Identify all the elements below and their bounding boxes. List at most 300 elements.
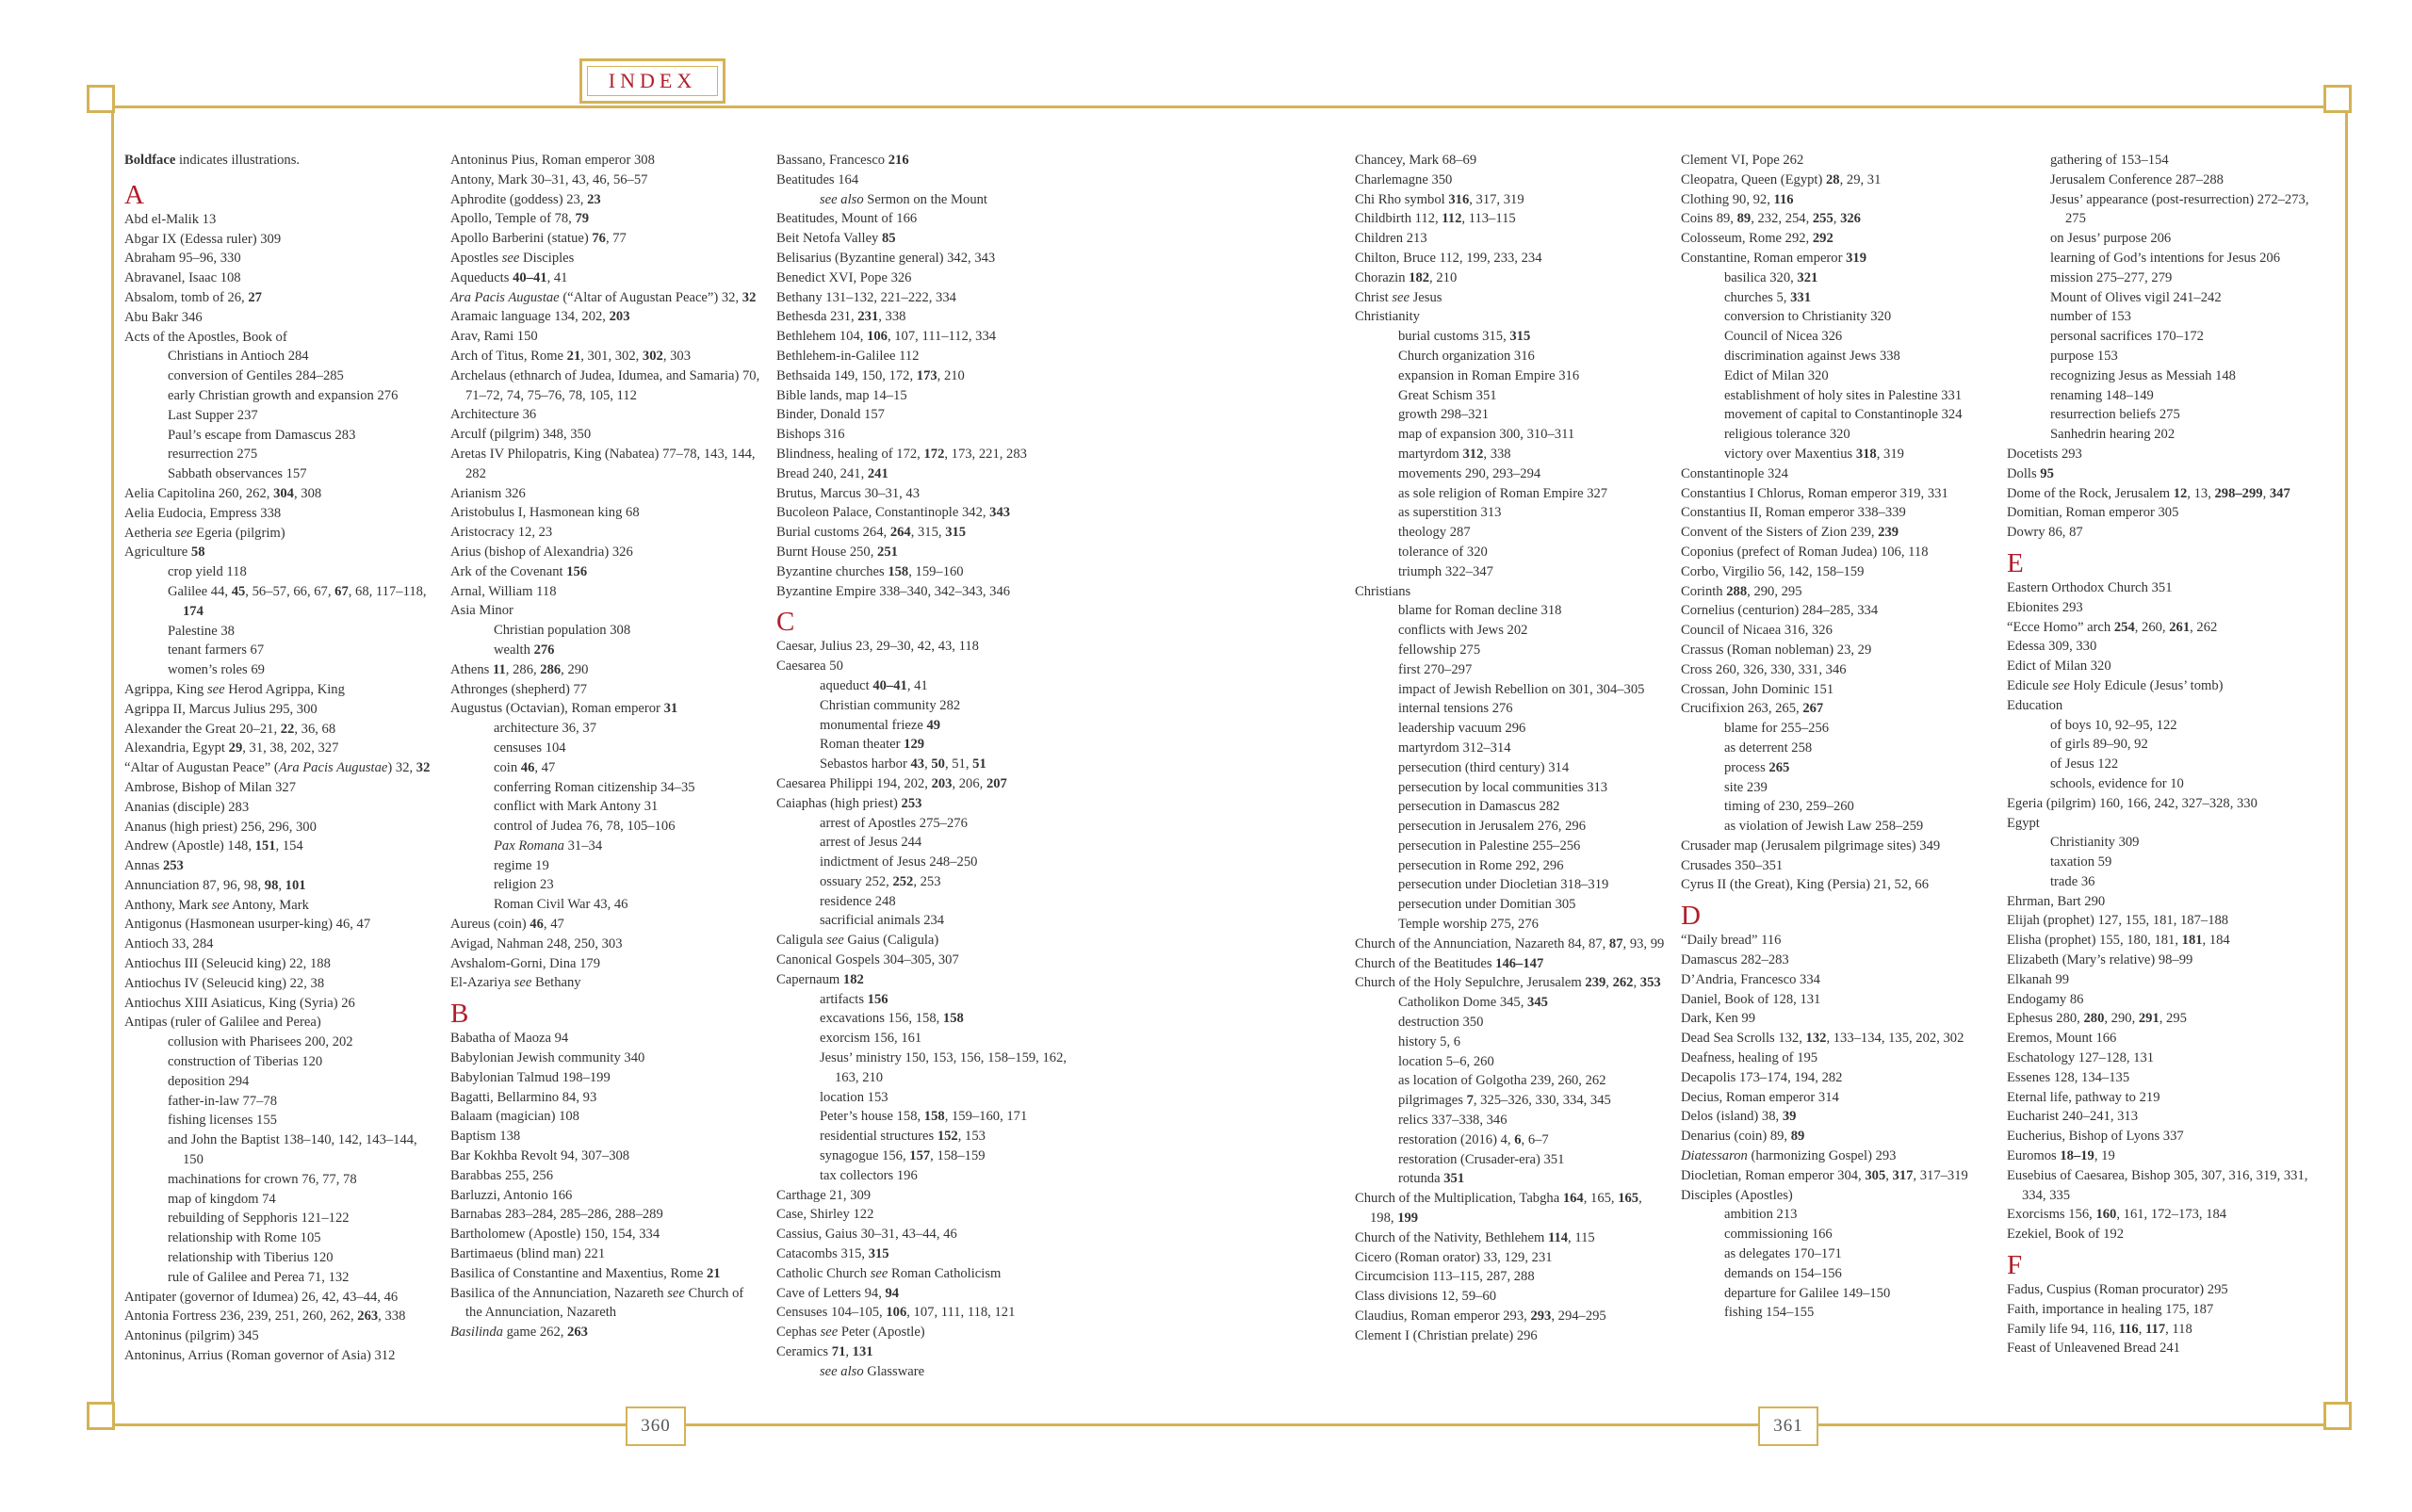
index-entry: Church of the Multiplication, Tabgha 164, 165, 165, 198, 199 bbox=[1355, 1191, 1642, 1227]
index-entry: Beatitudes, Mount of 166 bbox=[776, 211, 918, 227]
index-entry: Aureus (coin) 46, 47 bbox=[450, 917, 564, 933]
page-number-right: 361 bbox=[1758, 1406, 1818, 1446]
index-subentry: women’s roles 69 bbox=[168, 662, 265, 678]
index-subentry: trade 36 bbox=[2050, 873, 2095, 889]
index-entry: Edessa 309, 330 bbox=[2007, 639, 2097, 655]
index-subentry: see also Sermon on the Mount bbox=[820, 191, 987, 207]
index-entry: Censuses 104–105, 106, 107, 111, 118, 121 bbox=[776, 1305, 1016, 1321]
index-entry: Arch of Titus, Rome 21, 301, 302, 302, 303 bbox=[450, 348, 691, 364]
index-subentry: schools, evidence for 10 bbox=[2050, 775, 2184, 791]
index-entry: Ebionites 293 bbox=[2007, 599, 2083, 615]
index-column-2 bbox=[450, 151, 761, 1342]
index-entry: Church of the Holy Sepulchre, Jerusalem 239, 262, 353 bbox=[1355, 975, 1661, 991]
index-entry: Beit Netofa Valley 85 bbox=[776, 231, 896, 247]
index-entry: Antioch 33, 284 bbox=[124, 936, 214, 952]
index-entry: Antigonus (Hasmonean usurper-king) 46, 47 bbox=[124, 917, 371, 933]
index-subentry: restoration (Crusader-era) 351 bbox=[1398, 1151, 1565, 1167]
index-subentry: of boys 10, 92–95, 122 bbox=[2050, 717, 2177, 733]
index-entry: Feast of Unleavened Bread 241 bbox=[2007, 1341, 2180, 1357]
index-subentry: recognizing Jesus as Messiah 148 bbox=[2050, 367, 2236, 383]
index-entry: Antiochus III (Seleucid king) 22, 188 bbox=[124, 956, 331, 972]
index-entry: Cyrus II (the Great), King (Persia) 21, 52, 66 bbox=[1681, 877, 1930, 893]
index-entry: Absalom, tomb of 26, 27 bbox=[124, 289, 262, 305]
index-entry: Constantine, Roman emperor 319 bbox=[1681, 250, 1866, 266]
index-entry: Council of Nicaea 316, 326 bbox=[1681, 623, 1833, 639]
index-entry: Antiochus XIII Asiaticus, King (Syria) 26 bbox=[124, 995, 355, 1011]
index-entry: Circumcision 113–115, 287, 288 bbox=[1355, 1269, 1535, 1285]
index-subentry: fishing 154–155 bbox=[1724, 1305, 1815, 1321]
index-entry: Eucharist 240–241, 313 bbox=[2007, 1109, 2139, 1125]
index-entry: Diocletian, Roman emperor 304, 305, 317, 317–319 bbox=[1681, 1167, 1968, 1183]
index-entry: Eternal life, pathway to 219 bbox=[2007, 1089, 2160, 1105]
index-subentry: see also Glassware bbox=[820, 1363, 925, 1379]
index-entry: Ceramics 71, 131 bbox=[776, 1344, 873, 1360]
index-subentry: tax collectors 196 bbox=[820, 1167, 918, 1183]
index-entry: Asia Minor bbox=[450, 603, 513, 619]
index-entry: Essenes 128, 134–135 bbox=[2007, 1069, 2130, 1085]
index-letter-heading: A bbox=[124, 179, 144, 210]
index-entry: Damascus 282–283 bbox=[1681, 952, 1789, 968]
index-subentry: religious tolerance 320 bbox=[1724, 427, 1850, 443]
index-column-1 bbox=[124, 151, 435, 1366]
index-subentry: residential structures 152, 153 bbox=[820, 1129, 986, 1145]
index-entry: Abd el-Malik 13 bbox=[124, 211, 217, 227]
index-subentry: Council of Nicea 326 bbox=[1724, 329, 1843, 345]
index-subentry: father-in-law 77–78 bbox=[168, 1093, 278, 1109]
index-entry: Euromos 18–19, 19 bbox=[2007, 1148, 2115, 1164]
index-entry: Bishops 316 bbox=[776, 427, 845, 443]
index-subentry: of Jesus 122 bbox=[2050, 756, 2119, 772]
index-entry: Bartholomew (Apostle) 150, 154, 334 bbox=[450, 1227, 660, 1243]
index-entry: Aelia Eudocia, Empress 338 bbox=[124, 505, 282, 521]
index-subentry: coin 46, 47 bbox=[494, 759, 556, 775]
index-entry: Docetists 293 bbox=[2007, 446, 2082, 462]
index-subentry: Great Schism 351 bbox=[1398, 387, 1497, 403]
index-subentry: collusion with Pharisees 200, 202 bbox=[168, 1034, 353, 1050]
index-entry: Catholic Church see Roman Catholicism bbox=[776, 1265, 1002, 1281]
index-entry: Babatha of Maoza 94 bbox=[450, 1031, 569, 1047]
index-entry: Elijah (prophet) 127, 155, 181, 187–188 bbox=[2007, 913, 2229, 929]
index-entry: Burial customs 264, 264, 315, 315 bbox=[776, 525, 967, 541]
index-subentry: control of Judea 76, 78, 105–106 bbox=[494, 819, 676, 835]
index-entry: Arius (bishop of Alexandria) 326 bbox=[450, 544, 633, 560]
index-entry: Arav, Rami 150 bbox=[450, 329, 538, 345]
index-column-5 bbox=[1681, 151, 1992, 1323]
index-entry: Antony, Mark 30–31, 43, 46, 56–57 bbox=[450, 171, 648, 187]
index-entry: Cicero (Roman orator) 33, 129, 231 bbox=[1355, 1249, 1553, 1265]
index-entry: Antoninus Pius, Roman emperor 308 bbox=[450, 153, 655, 168]
index-subentry: religion 23 bbox=[494, 877, 554, 893]
index-subentry: movements 290, 293–294 bbox=[1398, 465, 1541, 481]
index-entry: Decapolis 173–174, 194, 282 bbox=[1681, 1069, 1843, 1085]
index-subentry: history 5, 6 bbox=[1398, 1033, 1461, 1049]
index-entry: Endogamy 86 bbox=[2007, 991, 2084, 1007]
index-subentry: martyrdom 312–314 bbox=[1398, 740, 1511, 756]
index-entry: Archelaus (ethnarch of Judea, Idumea, and Samaria) 70, 71–72, 74, 75–76, 78, 105, 112 bbox=[450, 367, 760, 403]
index-subentry: residence 248 bbox=[820, 893, 896, 909]
index-subentry: Christianity 309 bbox=[2050, 835, 2140, 851]
index-entry: Edicule see Holy Edicule (Jesus’ tomb) bbox=[2007, 677, 2224, 693]
index-entry: Abraham 95–96, 330 bbox=[124, 251, 241, 267]
index-entry: Family life 94, 116, 116, 117, 118 bbox=[2007, 1321, 2192, 1337]
index-entry: Architecture 36 bbox=[450, 407, 537, 423]
index-subentry: arrest of Apostles 275–276 bbox=[820, 815, 968, 831]
index-letter-heading: B bbox=[450, 999, 469, 1030]
index-entry: Crossan, John Dominic 151 bbox=[1681, 681, 1834, 697]
index-subentry: Edict of Milan 320 bbox=[1724, 367, 1829, 383]
index-entry: Athronges (shepherd) 77 bbox=[450, 681, 588, 697]
index-subentry: Pax Romana 31–34 bbox=[494, 837, 603, 854]
index-entry: “Altar of Augustan Peace” (Ara Pacis Augustae) 32, 32 bbox=[124, 760, 431, 776]
index-entry: Avshalom-Gorni, Dina 179 bbox=[450, 955, 601, 971]
index-subentry: resurrection 275 bbox=[168, 447, 258, 463]
index-subentry: location 5–6, 260 bbox=[1398, 1053, 1494, 1069]
index-entry: Chi Rho symbol 316, 317, 319 bbox=[1355, 191, 1524, 207]
index-subentry: Galilee 44, 45, 56–57, 66, 67, 67, 68, 117–118, 174 bbox=[168, 583, 427, 619]
index-subentry: martyrdom 312, 338 bbox=[1398, 446, 1511, 462]
index-entry: Byzantine churches 158, 159–160 bbox=[776, 563, 964, 579]
index-subentry: deposition 294 bbox=[168, 1073, 250, 1089]
index-entry: Acts of the Apostles, Book of bbox=[124, 329, 287, 345]
index-subentry: conflicts with Jews 202 bbox=[1398, 623, 1528, 639]
index-entry: “Daily bread” 116 bbox=[1681, 933, 1782, 949]
index-subentry: and John the Baptist 138–140, 142, 143–144, 150 bbox=[168, 1132, 417, 1168]
index-entry: Beatitudes 164 bbox=[776, 171, 859, 187]
index-entry: Exorcisms 156, 160, 161, 172–173, 184 bbox=[2007, 1207, 2227, 1223]
index-entry: Eremos, Mount 166 bbox=[2007, 1031, 2117, 1047]
index-entry: Antipas (ruler of Galilee and Perea) bbox=[124, 1015, 321, 1031]
index-entry: Arnal, William 118 bbox=[450, 583, 557, 599]
index-entry: Abu Bakr 346 bbox=[124, 309, 203, 325]
index-entry: Church of the Nativity, Bethlehem 114, 115 bbox=[1355, 1229, 1595, 1245]
index-entry: Ezekiel, Book of 192 bbox=[2007, 1227, 2125, 1243]
frame-corner-ornament bbox=[2323, 1402, 2352, 1430]
index-entry: Corinth 288, 290, 295 bbox=[1681, 583, 1802, 599]
index-entry: Barnabas 283–284, 285–286, 288–289 bbox=[450, 1207, 663, 1223]
index-entry: Edict of Milan 320 bbox=[2007, 658, 2111, 675]
index-entry: Dark, Ken 99 bbox=[1681, 1011, 1756, 1027]
index-entry: Education bbox=[2007, 697, 2063, 713]
index-subentry: Christian community 282 bbox=[820, 697, 961, 713]
index-entry: Bethany 131–132, 221–222, 334 bbox=[776, 289, 956, 305]
index-entry: Aelia Capitolina 260, 262, 304, 308 bbox=[124, 485, 322, 501]
index-entry: Abgar IX (Edessa ruler) 309 bbox=[124, 231, 282, 247]
index-entry: Aristocracy 12, 23 bbox=[450, 525, 553, 541]
index-subentry: as deterrent 258 bbox=[1724, 740, 1813, 756]
index-subentry: site 239 bbox=[1724, 779, 1768, 795]
index-subentry: Christian population 308 bbox=[494, 623, 631, 639]
index-subentry: learning of God’s intentions for Jesus 206 bbox=[2050, 250, 2281, 266]
index-subentry: conflict with Mark Antony 31 bbox=[494, 799, 659, 815]
index-entry: Bethlehem 104, 106, 107, 111–112, 334 bbox=[776, 329, 997, 345]
index-entry: Bagatti, Bellarmino 84, 93 bbox=[450, 1089, 597, 1105]
index-entry: Burnt House 250, 251 bbox=[776, 544, 898, 560]
index-entry: Corbo, Virgilio 56, 142, 158–159 bbox=[1681, 563, 1865, 579]
index-subentry: as sole religion of Roman Empire 327 bbox=[1398, 485, 1608, 501]
index-subentry: renaming 148–149 bbox=[2050, 387, 2154, 403]
index-entry: Christianity bbox=[1355, 309, 1420, 325]
index-subentry: Sanhedrin hearing 202 bbox=[2050, 427, 2176, 443]
index-entry: Caesarea 50 bbox=[776, 658, 843, 675]
index-entry: Constantius I Chlorus, Roman emperor 319, 331 bbox=[1681, 485, 1948, 501]
index-entry: Aphrodite (goddess) 23, 23 bbox=[450, 191, 601, 207]
index-entry: Aristobulus I, Hasmonean king 68 bbox=[450, 505, 640, 521]
index-entry: Ephesus 280, 280, 290, 291, 295 bbox=[2007, 1011, 2187, 1027]
index-entry: Cassius, Gaius 30–31, 43–44, 46 bbox=[776, 1227, 957, 1243]
index-entry: Arianism 326 bbox=[450, 485, 526, 501]
index-entry: Eschatology 127–128, 131 bbox=[2007, 1050, 2155, 1066]
index-subentry: impact of Jewish Rebellion on 301, 304–305 bbox=[1398, 681, 1645, 697]
index-entry: Ehrman, Bart 290 bbox=[2007, 893, 2106, 909]
index-entry: Dolls 95 bbox=[2007, 465, 2054, 481]
index-subentry: rebuilding of Sepphoris 121–122 bbox=[168, 1211, 350, 1227]
frame-corner-ornament bbox=[87, 85, 115, 113]
index-subentry: timing of 230, 259–260 bbox=[1724, 799, 1854, 815]
index-entry: Apollo, Temple of 78, 79 bbox=[450, 211, 590, 227]
index-subentry: relationship with Tiberius 120 bbox=[168, 1250, 334, 1266]
index-entry: Ara Pacis Augustae (“Altar of Augustan Peace”) 32, 32 bbox=[450, 289, 757, 305]
index-subentry: victory over Maxentius 318, 319 bbox=[1724, 446, 1904, 462]
index-subentry: Jerusalem Conference 287–288 bbox=[2050, 171, 2224, 187]
index-subentry: as location of Golgotha 239, 260, 262 bbox=[1398, 1073, 1606, 1089]
index-subentry: persecution (third century) 314 bbox=[1398, 759, 1570, 775]
index-entry: Church of the Beatitudes 146–147 bbox=[1355, 955, 1544, 971]
index-entry: Colosseum, Rome 292, 292 bbox=[1681, 231, 1833, 247]
index-subentry: personal sacrifices 170–172 bbox=[2050, 329, 2204, 345]
index-entry: Agrippa II, Marcus Julius 295, 300 bbox=[124, 701, 318, 717]
index-entry: Elizabeth (Mary’s relative) 98–99 bbox=[2007, 952, 2193, 968]
index-entry: Cornelius (centurion) 284–285, 334 bbox=[1681, 603, 1879, 619]
index-subentry: pilgrimages 7, 325–326, 330, 334, 345 bbox=[1398, 1093, 1611, 1109]
index-entry: Elisha (prophet) 155, 180, 181, 181, 184 bbox=[2007, 933, 2230, 949]
index-subentry: relics 337–338, 346 bbox=[1398, 1113, 1508, 1129]
index-subentry: aqueduct 40–41, 41 bbox=[820, 677, 928, 693]
page-number-left: 360 bbox=[626, 1406, 686, 1446]
index-entry: Fadus, Cuspius (Roman procurator) 295 bbox=[2007, 1282, 2228, 1298]
index-entry: Barabbas 255, 256 bbox=[450, 1167, 554, 1183]
index-entry: Cephas see Peter (Apostle) bbox=[776, 1325, 925, 1341]
index-subentry: blame for Roman decline 318 bbox=[1398, 603, 1562, 619]
index-entry: Crusades 350–351 bbox=[1681, 857, 1784, 873]
index-entry: Agriculture 58 bbox=[124, 545, 205, 561]
index-entry: Decius, Roman emperor 314 bbox=[1681, 1089, 1839, 1105]
index-entry: Apollo Barberini (statue) 76, 77 bbox=[450, 231, 627, 247]
index-entry: Chilton, Bruce 112, 199, 233, 234 bbox=[1355, 250, 1542, 266]
index-subentry: map of expansion 300, 310–311 bbox=[1398, 427, 1575, 443]
index-subentry: persecution in Palestine 255–256 bbox=[1398, 837, 1581, 854]
index-entry: Byzantine Empire 338–340, 342–343, 346 bbox=[776, 583, 1011, 599]
frame-corner-ornament bbox=[87, 1402, 115, 1430]
index-entry: Canonical Gospels 304–305, 307 bbox=[776, 952, 959, 968]
index-subentry: tolerance of 320 bbox=[1398, 544, 1488, 560]
index-subentry: internal tensions 276 bbox=[1398, 701, 1513, 717]
index-entry: Egypt bbox=[2007, 815, 2040, 831]
index-entry: Anthony, Mark see Antony, Mark bbox=[124, 897, 309, 913]
index-entry: Athens 11, 286, 286, 290 bbox=[450, 661, 589, 677]
index-subentry: Paul’s escape from Damascus 283 bbox=[168, 427, 356, 443]
index-entry: Aretas IV Philopatris, King (Nabatea) 77–78, 143, 144, 282 bbox=[450, 446, 756, 481]
index-entry: Bethlehem-in-Galilee 112 bbox=[776, 348, 920, 364]
index-entry: Antonia Fortress 236, 239, 251, 260, 262, 263, 338 bbox=[124, 1309, 406, 1325]
index-subentry: excavations 156, 158, 158 bbox=[820, 1011, 964, 1027]
index-subentry: relationship with Rome 105 bbox=[168, 1230, 321, 1246]
index-entry: Case, Shirley 122 bbox=[776, 1207, 874, 1223]
index-entry: Caesarea Philippi 194, 202, 203, 206, 207 bbox=[776, 775, 1007, 791]
index-entry: Christians bbox=[1355, 583, 1411, 599]
index-entry: Caiaphas (high priest) 253 bbox=[776, 795, 922, 811]
index-subentry: Jesus’ ministry 150, 153, 156, 158–159, 162, 163, 210 bbox=[820, 1050, 1067, 1085]
index-entry: Aetheria see Egeria (pilgrim) bbox=[124, 525, 285, 541]
index-entry: Class divisions 12, 59–60 bbox=[1355, 1289, 1497, 1305]
index-subentry: as violation of Jewish Law 258–259 bbox=[1724, 819, 1924, 835]
index-entry: Daniel, Book of 128, 131 bbox=[1681, 991, 1821, 1007]
index-entry: Aramaic language 134, 202, 203 bbox=[450, 309, 630, 325]
index-subentry: triumph 322–347 bbox=[1398, 563, 1493, 579]
index-subentry: persecution in Damascus 282 bbox=[1398, 799, 1560, 815]
index-subentry: regime 19 bbox=[494, 857, 549, 873]
index-entry: Eucherius, Bishop of Lyons 337 bbox=[2007, 1129, 2184, 1145]
index-entry: Church of the Annunciation, Nazareth 84, 87, 87, 93, 99 bbox=[1355, 935, 1665, 951]
index-entry: Augustus (Octavian), Roman emperor 31 bbox=[450, 701, 678, 717]
index-column-3 bbox=[776, 151, 1087, 1382]
index-entry: Charlemagne 350 bbox=[1355, 171, 1453, 187]
index-entry: Faith, importance in healing 175, 187 bbox=[2007, 1301, 2214, 1317]
index-subentry: taxation 59 bbox=[2050, 854, 2112, 870]
index-subentry: synagogue 156, 157, 158–159 bbox=[820, 1148, 986, 1164]
index-subentry: Palestine 38 bbox=[168, 623, 235, 639]
index-subentry: resurrection beliefs 275 bbox=[2050, 407, 2180, 423]
index-entry: Baptism 138 bbox=[450, 1129, 521, 1145]
index-entry: Avigad, Nahman 248, 250, 303 bbox=[450, 935, 623, 951]
index-letter-heading: E bbox=[2007, 547, 2024, 578]
index-entry: Brutus, Marcus 30–31, 43 bbox=[776, 485, 921, 501]
index-subentry: Peter’s house 158, 158, 159–160, 171 bbox=[820, 1109, 1028, 1125]
index-subentry: persecution in Jerusalem 276, 296 bbox=[1398, 819, 1586, 835]
index-subentry: wealth 276 bbox=[494, 642, 555, 658]
index-subentry: conferring Roman citizenship 34–35 bbox=[494, 779, 695, 795]
index-entry: Bread 240, 241, 241 bbox=[776, 465, 888, 481]
index-subentry: churches 5, 331 bbox=[1724, 289, 1811, 305]
index-column-4 bbox=[1355, 151, 1666, 1346]
index-entry: Agrippa, King see Herod Agrippa, King bbox=[124, 681, 345, 697]
index-entry: Aqueducts 40–41, 41 bbox=[450, 269, 568, 285]
index-entry: Carthage 21, 309 bbox=[776, 1187, 872, 1203]
index-subentry: censuses 104 bbox=[494, 740, 566, 756]
index-entry: Clement I (Christian prelate) 296 bbox=[1355, 1327, 1538, 1343]
index-entry: Bartimaeus (blind man) 221 bbox=[450, 1246, 606, 1262]
index-entry: Children 213 bbox=[1355, 231, 1427, 247]
index-subentry: indictment of Jesus 248–250 bbox=[820, 854, 978, 870]
index-subentry: as superstition 313 bbox=[1398, 505, 1502, 521]
index-subentry: growth 298–321 bbox=[1398, 407, 1490, 423]
index-subentry: restoration (2016) 4, 6, 6–7 bbox=[1398, 1131, 1549, 1147]
index-subentry: rule of Galilee and Perea 71, 132 bbox=[168, 1269, 350, 1285]
index-entry: Eusebius of Caesarea, Bishop 305, 307, 316, 319, 331, 334, 335 bbox=[2007, 1167, 2308, 1203]
index-subentry: arrest of Jesus 244 bbox=[820, 835, 922, 851]
index-subentry: basilica 320, 321 bbox=[1724, 269, 1818, 285]
index-subentry: tenant farmers 67 bbox=[168, 642, 265, 658]
index-subentry: persecution by local communities 313 bbox=[1398, 779, 1608, 795]
index-entry: Antoninus (pilgrim) 345 bbox=[124, 1328, 259, 1344]
index-entry: Clothing 90, 92, 116 bbox=[1681, 191, 1794, 207]
index-entry: Coins 89, 89, 232, 254, 255, 326 bbox=[1681, 211, 1861, 227]
index-entry: Abravanel, Isaac 108 bbox=[124, 270, 241, 286]
index-entry: Andrew (Apostle) 148, 151, 154 bbox=[124, 838, 303, 854]
index-entry: Chancey, Mark 68–69 bbox=[1355, 153, 1477, 168]
frame-corner-ornament bbox=[2323, 85, 2352, 113]
index-entry: Disciples (Apostles) bbox=[1681, 1187, 1793, 1203]
index-entry: Bethsaida 149, 150, 172, 173, 210 bbox=[776, 367, 965, 383]
index-entry: Bucoleon Palace, Constantinople 342, 343 bbox=[776, 505, 1011, 521]
index-subentry: movement of capital to Constantinople 324 bbox=[1724, 407, 1963, 423]
index-subentry: artifacts 156 bbox=[820, 991, 888, 1007]
index-entry: Basilica of the Annunciation, Nazareth see Church of the Annunciation, Nazareth bbox=[450, 1285, 744, 1321]
index-subentry: persecution in Rome 292, 296 bbox=[1398, 857, 1564, 873]
index-entry: Alexander the Great 20–21, 22, 36, 68 bbox=[124, 721, 336, 737]
index-subentry: conversion to Christianity 320 bbox=[1724, 309, 1892, 325]
index-entry: Antoninus, Arrius (Roman governor of Asia) 312 bbox=[124, 1348, 396, 1364]
index-entry: Dead Sea Scrolls 132, 132, 133–134, 135, 202, 302 bbox=[1681, 1031, 1964, 1047]
index-entry: Elkanah 99 bbox=[2007, 971, 2070, 987]
index-subentry: Catholikon Dome 345, 345 bbox=[1398, 995, 1548, 1011]
index-subentry: burial customs 315, 315 bbox=[1398, 329, 1531, 345]
index-entry: Bassano, Francesco 216 bbox=[776, 153, 909, 168]
index-entry: Bible lands, map 14–15 bbox=[776, 387, 907, 403]
index-subentry: Roman Civil War 43, 46 bbox=[494, 897, 628, 913]
index-subentry: Temple worship 275, 276 bbox=[1398, 917, 1539, 933]
index-entry: Delos (island) 38, 39 bbox=[1681, 1109, 1797, 1125]
index-entry: Ananias (disciple) 283 bbox=[124, 799, 250, 815]
index-subentry: purpose 153 bbox=[2050, 348, 2118, 364]
index-entry: Alexandria, Egypt 29, 31, 38, 202, 327 bbox=[124, 740, 339, 756]
index-subentry: Last Supper 237 bbox=[168, 407, 258, 423]
index-subentry: sacrificial animals 234 bbox=[820, 913, 945, 929]
index-entry: Egeria (pilgrim) 160, 166, 242, 327–328, 330 bbox=[2007, 795, 2257, 811]
index-entry: Domitian, Roman emperor 305 bbox=[2007, 505, 2179, 521]
index-entry: Basilica of Constantine and Maxentius, Rome 21 bbox=[450, 1265, 721, 1281]
index-subentry: ossuary 252, 252, 253 bbox=[820, 873, 941, 889]
index-subentry: architecture 36, 37 bbox=[494, 721, 596, 737]
index-entry: Ark of the Covenant 156 bbox=[450, 563, 588, 579]
index-entry: Babylonian Talmud 198–199 bbox=[450, 1069, 611, 1085]
index-subentry: persecution under Domitian 305 bbox=[1398, 897, 1576, 913]
index-entry: Claudius, Roman emperor 293, 293, 294–295 bbox=[1355, 1309, 1606, 1325]
index-entry: Coponius (prefect of Roman Judea) 106, 118 bbox=[1681, 544, 1929, 560]
index-subentry: Mount of Olives vigil 241–242 bbox=[2050, 289, 2222, 305]
index-subentry: fishing licenses 155 bbox=[168, 1113, 277, 1129]
index-entry: Crassus (Roman nobleman) 23, 29 bbox=[1681, 642, 1872, 658]
index-subentry: as delegates 170–171 bbox=[1724, 1246, 1842, 1262]
index-entry: Barluzzi, Antonio 166 bbox=[450, 1187, 573, 1203]
index-subentry: rotunda 351 bbox=[1398, 1171, 1465, 1187]
index-letter-heading: D bbox=[1681, 901, 1701, 932]
index-subentry: process 265 bbox=[1724, 759, 1790, 775]
index-subentry: establishment of holy sites in Palestine 331 bbox=[1724, 387, 1963, 403]
index-subentry: blame for 255–256 bbox=[1724, 721, 1830, 737]
index-letter-heading: C bbox=[776, 607, 795, 638]
index-entry: Apostles see Disciples bbox=[450, 250, 575, 266]
index-subentry: machinations for crown 76, 77, 78 bbox=[168, 1171, 357, 1187]
index-subentry: expansion in Roman Empire 316 bbox=[1398, 367, 1580, 383]
index-entry: Antipater (governor of Idumea) 26, 42, 43–44, 46 bbox=[124, 1289, 399, 1305]
index-entry: Ambrose, Bishop of Milan 327 bbox=[124, 779, 297, 795]
index-subentry: Sebastos harbor 43, 50, 51, 51 bbox=[820, 756, 986, 772]
index-subentry: number of 153 bbox=[2050, 309, 2131, 325]
index-entry: Belisarius (Byzantine general) 342, 343 bbox=[776, 250, 996, 266]
index-intro-note: Boldface indicates illustrations. bbox=[124, 153, 301, 168]
index-subentry: map of kingdom 74 bbox=[168, 1191, 276, 1207]
index-entry: Denarius (coin) 89, 89 bbox=[1681, 1129, 1805, 1145]
